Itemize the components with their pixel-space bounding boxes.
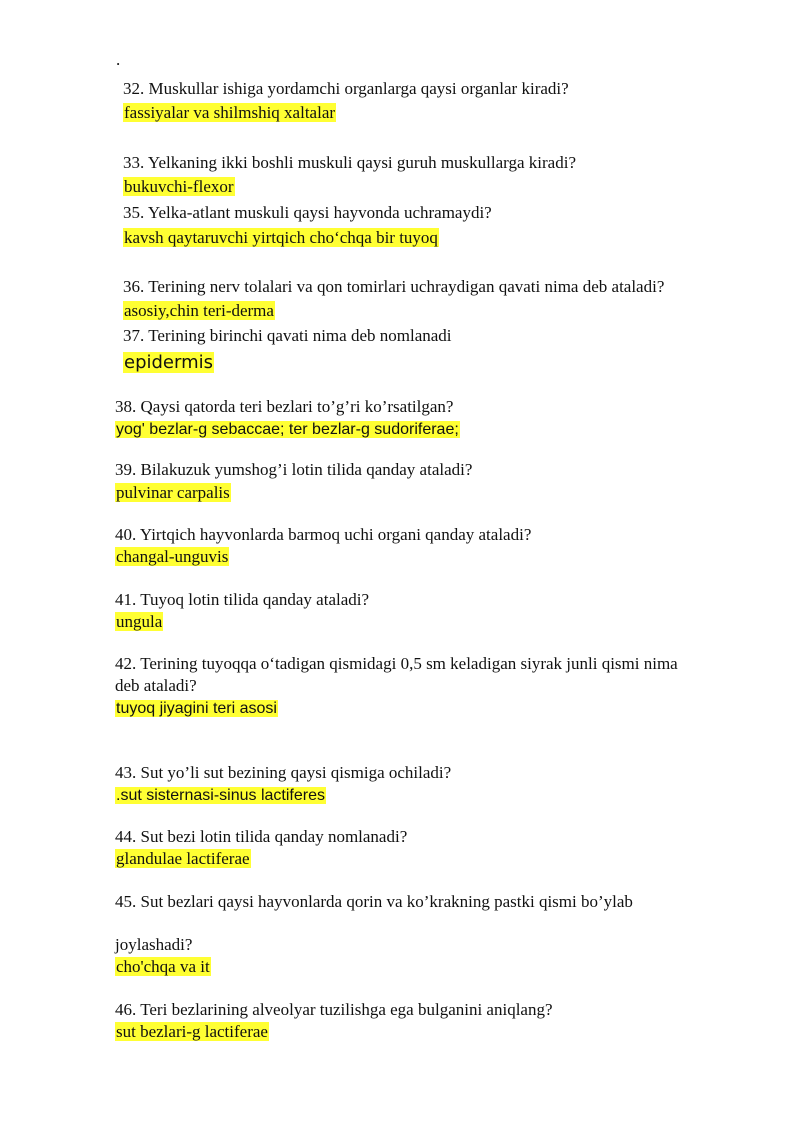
- question-45: 45. Sut bezlari qaysi hayvonlarda qorin va ko’krakning pastki qismi bo’ylab: [115, 892, 633, 911]
- question-40: 40. Yirtqich hayvonlarda barmoq uchi organi qanday ataladi?: [115, 525, 532, 544]
- answer-32: fassiyalar va shilmshiq xaltalar: [124, 103, 336, 122]
- question-39: 39. Bilakuzuk yumshog’i lotin tilida qanday ataladi?: [115, 460, 473, 479]
- question-41: 41. Tuyoq lotin tilida qanday ataladi?: [115, 590, 370, 609]
- question-44: 44. Sut bezi lotin tilida qanday nomlanadi?: [115, 827, 408, 846]
- question-36: 36. Terining nerv tolalari va qon tomirlari uchraydigan qavati nima deb ataladi?: [123, 277, 665, 296]
- answer-46-line: [115, 1021, 269, 1043]
- answer-40: changal-unguvis: [116, 547, 229, 566]
- answer-32-line: [123, 102, 336, 124]
- question-42: 42. Terining tuyoqqa o‘tadigan qismidagi 0,5 sm keladigan siyrak junli qismi nima: [115, 654, 678, 673]
- answer-38: yog' bezlar-g sebaccae; ter bezlar-g sudoriferae;: [116, 421, 459, 438]
- answer-40-line: [115, 546, 229, 568]
- question-32: 32. Muskullar ishiga yordamchi organlarga qaysi organlar kiradi?: [123, 79, 569, 98]
- answer-43-line: [115, 784, 326, 807]
- question-42-cont: deb ataladi?: [115, 676, 197, 695]
- answer-33-line: [123, 176, 235, 198]
- answer-39-line: [115, 482, 231, 504]
- answer-38-line: [115, 418, 460, 441]
- answer-37-line: [123, 352, 214, 374]
- answer-46: sut bezlari-g lactiferae: [116, 1022, 268, 1041]
- answer-45: cho'chqa va it: [116, 957, 210, 976]
- answer-41-line: [115, 611, 163, 633]
- question-45-cont: joylashadi?: [115, 935, 193, 954]
- question-38: 38. Qaysi qatorda teri bezlari to’g’ri ko’rsatilgan?: [115, 397, 454, 416]
- answer-33: bukuvchi-flexor: [124, 177, 234, 196]
- answer-44-line: [115, 848, 251, 870]
- answer-41: ungula: [116, 612, 163, 631]
- answer-37: epidermis: [124, 352, 213, 373]
- question-46: 46. Teri bezlarining alveolyar tuzilishga ega bulganini aniqlang?: [115, 1000, 553, 1019]
- question-43: 43. Sut yo’li sut bezining qaysi qismiga ochiladi?: [115, 763, 452, 782]
- answer-43: .sut sisternasi-sinus lactiferes: [116, 787, 325, 804]
- question-33: 33. Yelkaning ikki boshli muskuli qaysi guruh muskullarga kiradi?: [123, 153, 576, 172]
- answer-35-line: [123, 227, 439, 249]
- question-35: 35. Yelka-atlant muskuli qaysi hayvonda uchramaydi?: [123, 203, 492, 222]
- answer-45-line: [115, 956, 211, 978]
- answer-42-line: [115, 697, 278, 720]
- question-37: 37. Terining birinchi qavati nima deb nomlanadi: [123, 326, 452, 345]
- answer-44: glandulae lactiferae: [116, 849, 250, 868]
- answer-42: tuyoq jiyagini teri asosi: [116, 700, 277, 717]
- answer-35: kavsh qaytaruvchi yirtqich cho‘chqa bir tuyoq: [124, 228, 438, 247]
- answer-39: pulvinar carpalis: [116, 483, 230, 502]
- answer-36: asosiy,chin teri-derma: [124, 301, 274, 320]
- leading-dot: .: [116, 50, 121, 69]
- answer-36-line: [123, 300, 275, 322]
